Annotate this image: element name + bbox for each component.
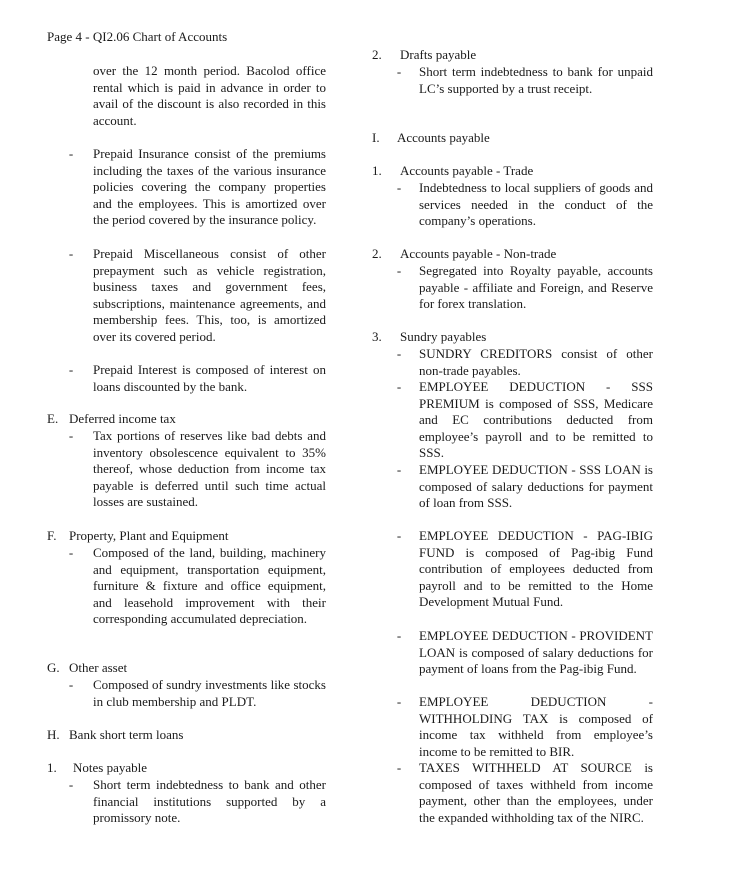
item-title-sundry-payables: Sundry payables xyxy=(400,329,487,344)
bullet-dash: - xyxy=(396,64,402,79)
page-header: Page 4 - QI2.06 Chart of Accounts xyxy=(47,29,228,44)
item-number-1: 1. xyxy=(47,760,57,775)
bullet-dash: - xyxy=(396,760,402,775)
bullet-dash: - xyxy=(396,379,402,394)
drafts-payable-text: Short term indebtedness to bank for unpaid LC’s supported by a trust receipt. xyxy=(419,64,653,96)
provident-loan-text: EMPLOYEE DEDUCTION - PROVIDENT LOAN is composed of salary deductions for payment of loans from the Pag-ibig Fund. xyxy=(419,628,653,676)
bullet-dash: - xyxy=(68,146,74,161)
deferred-income-tax-text: Tax portions of reserves like bad debts and inventory obsolescence equivalent to 35% thereof, whose deduction from income tax payable is deferred until such time actual losses are sustained. xyxy=(93,428,326,509)
section-title-deferred-income-tax: Deferred income tax xyxy=(69,411,176,426)
sss-loan-text: EMPLOYEE DEDUCTION - SSS LOAN is composed of salary deductions for payment of loan from SSS. xyxy=(419,462,653,510)
section-title-bank-short-term-loans: Bank short term loans xyxy=(69,727,184,742)
bullet-dash: - xyxy=(396,694,402,709)
section-letter-e: E. xyxy=(47,411,59,426)
section-letter-g: G. xyxy=(47,660,60,675)
item-number-2: 2. xyxy=(372,246,382,261)
withholding-tax-text: EMPLOYEE DEDUCTION - WITHHOLDING TAX is composed of income tax withheld from employee’s income to be remitted to BIR. xyxy=(419,694,653,759)
section-title-property-plant-equipment: Property, Plant and Equipment xyxy=(69,528,229,543)
sundry-creditors-text: SUNDRY CREDITORS consist of other non-trade payables. xyxy=(419,346,653,378)
accounts-payable-non-trade-text: Segregated into Royalty payable, accounts payable - affiliate and Foreign, and Reserve for forex translation. xyxy=(419,263,653,311)
property-plant-equipment-text: Composed of the land, building, machinery and equipment, transportation equipment, furniture & fixture and office equipment, and leasehold improvement with their corresponding accumulated depreciation. xyxy=(93,545,326,626)
item-title-accounts-payable-non-trade: Accounts payable - Non-trade xyxy=(400,246,557,261)
bullet-dash: - xyxy=(396,346,402,361)
bullet-dash: - xyxy=(396,628,402,643)
sss-premium-text: EMPLOYEE DEDUCTION - SSS PREMIUM is composed of SSS, Medicare and EC contributions deducted from employee’s payroll and to be remitted to SSS. xyxy=(419,379,653,460)
bullet-dash: - xyxy=(68,777,74,792)
section-letter-h: H. xyxy=(47,727,60,742)
accounts-payable-trade-text: Indebtedness to local suppliers of goods and services needed in the conduct of the company’s operations. xyxy=(419,180,653,228)
section-title-other-asset: Other asset xyxy=(69,660,128,675)
bullet-dash: - xyxy=(68,428,74,443)
section-title-accounts-payable: Accounts payable xyxy=(397,130,490,145)
item-number-2: 2. xyxy=(372,47,382,62)
prepaid-interest-text: Prepaid Interest is composed of interest on loans discounted by the bank. xyxy=(93,362,326,394)
item-title-accounts-payable-trade: Accounts payable - Trade xyxy=(400,163,534,178)
bullet-dash: - xyxy=(396,462,402,477)
continued-paragraph: over the 12 month period. Bacolod office rental which is paid in advance in order to avail of the discount is also recorded in this account. xyxy=(93,63,326,128)
bullet-dash: - xyxy=(396,528,402,543)
prepaid-insurance-text: Prepaid Insurance consist of the premiums including the taxes of the various insurance policies covering the company properties and the employees. This is amortized over the period covered by the insurance policy. xyxy=(93,146,326,227)
bullet-dash: - xyxy=(68,677,74,692)
bullet-dash: - xyxy=(396,180,402,195)
taxes-withheld-text: TAXES WITHHELD AT SOURCE is composed of taxes withheld from income payment, other than the employees, under the expanded withholding tax of the NIRC. xyxy=(419,760,653,825)
item-number-1: 1. xyxy=(372,163,382,178)
item-title-notes-payable: Notes payable xyxy=(73,760,148,775)
item-title-drafts-payable: Drafts payable xyxy=(400,47,477,62)
section-letter-i: I. xyxy=(372,130,380,145)
item-number-3: 3. xyxy=(372,329,382,344)
bullet-dash: - xyxy=(68,362,74,377)
section-letter-f: F. xyxy=(47,528,57,543)
notes-payable-text: Short term indebtedness to bank and other financial institutions supported by a promissory note. xyxy=(93,777,326,825)
prepaid-misc-text: Prepaid Miscellaneous consist of other prepayment such as vehicle registration, business taxes and government fees, subscriptions, maintenance agreements, and membership fees. This, too, is amortized over its covered period. xyxy=(93,246,326,344)
pag-ibig-fund-text: EMPLOYEE DEDUCTION - PAG-IBIG FUND is composed of Pag-ibig Fund contribution of employees deducted from payroll and to be remitted to the Home Development Mutual Fund. xyxy=(419,528,653,609)
bullet-dash: - xyxy=(396,263,402,278)
bullet-dash: - xyxy=(68,246,74,261)
other-asset-text: Composed of sundry investments like stocks in club membership and PLDT. xyxy=(93,677,326,709)
bullet-dash: - xyxy=(68,545,74,560)
